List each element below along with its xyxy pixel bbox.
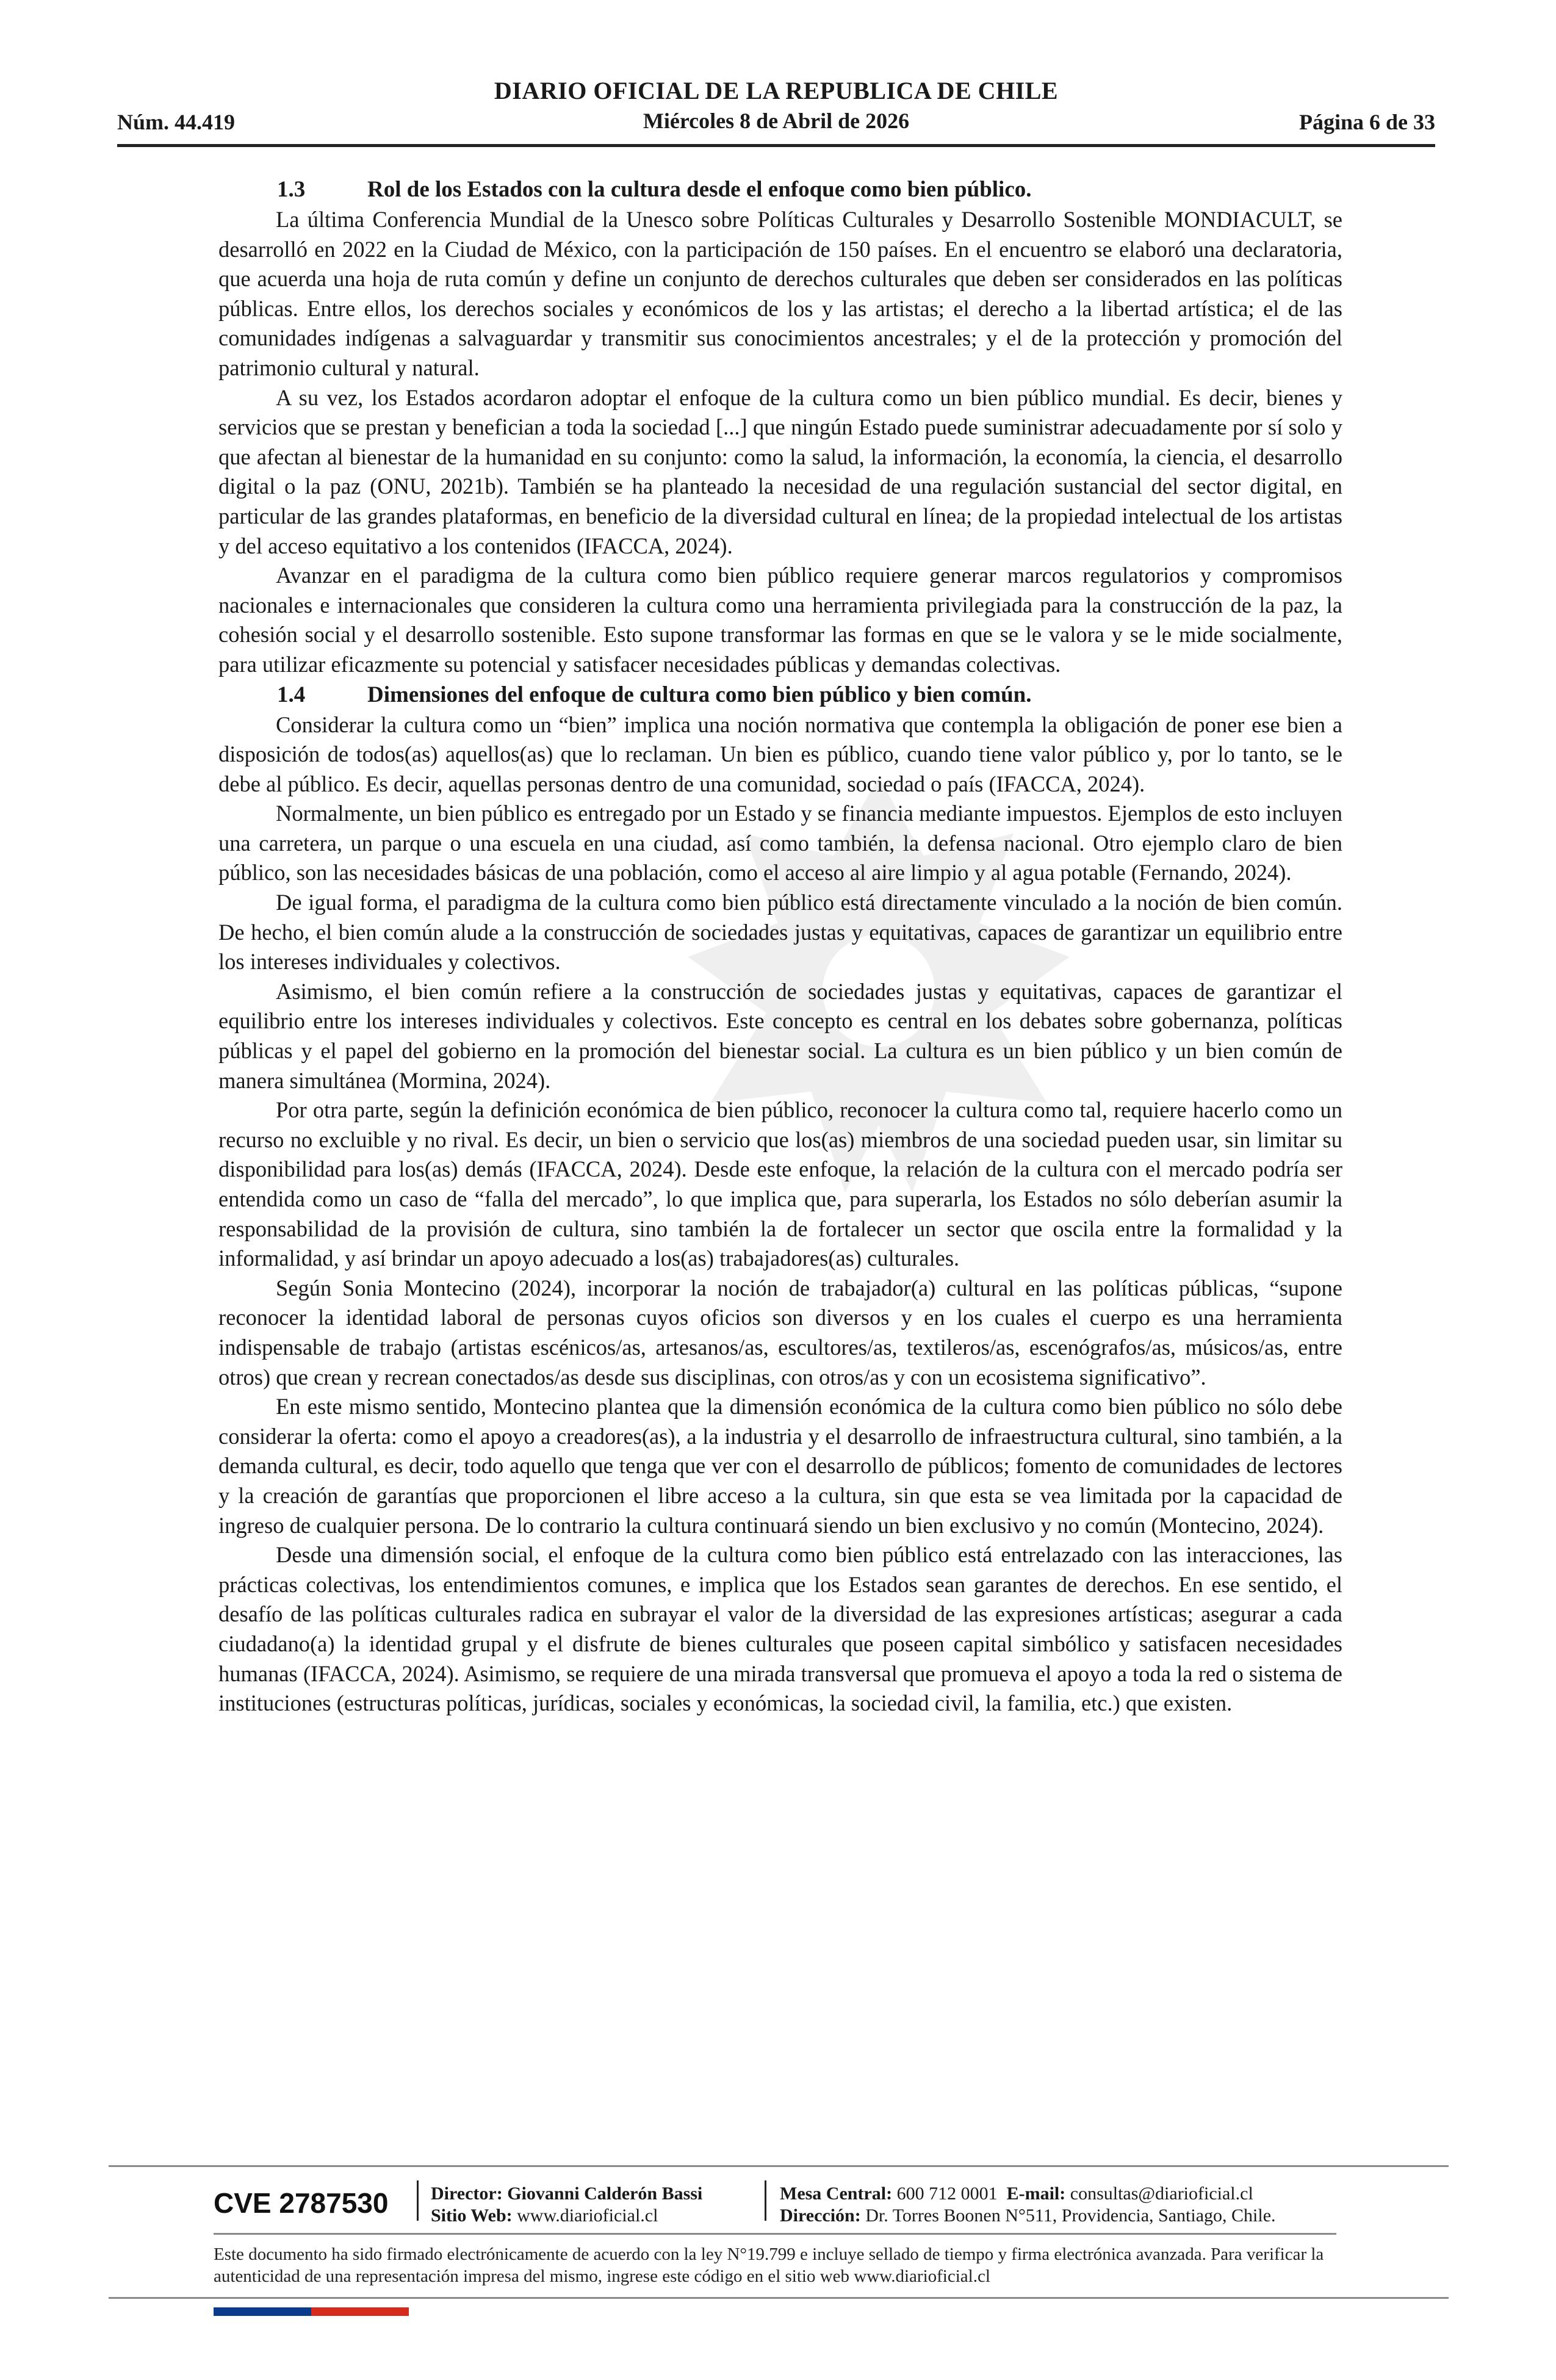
footer-info-row xyxy=(109,2167,1449,2233)
footer-separator xyxy=(417,2180,419,2221)
issue-number: Núm. 44.419 xyxy=(117,110,236,134)
email-link[interactable]: consultas@diarioficial.cl xyxy=(1070,2183,1253,2204)
paragraph: La última Conferencia Mundial de la Unesco sobre Políticas Culturales y Desarrollo Sostenible MONDIACULT, se desarrolló en 2022 en la Ciudad de México, con la participación de 150 países. En el encuentro se elaboró una declaratoria, que acuerda una hoja de ruta común y define un conjunto de derechos culturales que deben ser considerados en las políticas públicas. Entre ellos, los derechos sociales y económicos de los y las artistas; el derecho a la libertad artística; el de las comunidades indígenas a salvaguardar y transmitir sus conocimientos ancestrales; y el de la protección y promoción del patrimonio cultural y natural. xyxy=(218,207,1342,380)
website-line xyxy=(431,2205,702,2227)
issue-date: Miércoles 8 de Abril de 2026 xyxy=(643,109,910,133)
paragraph: Asimismo, el bien común refiere a la construcción de sociedades justas y equitativas, capaces de garantizar el equilibrio entre los intereses individuales y colectivos. Este concepto es central en los debates sobre gobernanza, políticas públicas y el papel del gobierno en la promoción del bienestar social. La cultura es un bien público y un bien común de manera simultánea (Mormina, 2024). xyxy=(218,978,1342,1093)
paragraph: Considerar la cultura como un “bien” implica una noción normativa que contempla la obligación de poner ese bien a disposición de todos(as) aquellos(as) que lo reclaman. Un bien es público, cuando tiene valor público y, por lo tanto, se le debe al público. Es decir, aquellas personas dentro de una comunidad, sociedad o país (IFACCA, 2024). xyxy=(218,712,1342,796)
website-label: Sitio Web: xyxy=(431,2205,513,2226)
director-name: Giovanni Calderón Bassi xyxy=(507,2183,703,2204)
paragraph: En este mismo sentido, Montecino plantea que la dimensión económica de la cultura como bien público no sólo debe considerar la oferta: como el apoyo a creadores(as), a la industria y el desarrollo de infraestructura cultural, sino también, a la demanda cultural, es decir, todo aquello que tenga que ver con el desarrollo de públicos; fomento de comunidades de lectores y la creación de garantías que proporcionen el libre acceso a la cultura, sin que esta se vea limitada por la capacidad de ingreso de cualquier persona. De lo contrario la cultura continuará siendo un bien exclusivo y no común (Montecino, 2024). xyxy=(218,1394,1342,1538)
section-heading-1-3 xyxy=(218,175,1342,205)
paragraph: A su vez, los Estados acordaron adoptar el enfoque de la cultura como un bien público mundial. Es decir, bienes y servicios que se prestan y benefician a toda la sociedad [...] que ningún Estado puede suministrar adecuadamente por sí solo y que afectan al bienestar de la humanidad en su conjunto: como la salud, la información, la economía, la ciencia, el desarrollo digital o la paz (ONU, 2021b). También se ha planteado la necesidad de una regulación sustancial del sector digital, en particular de las grandes plataformas, en beneficio de la diversidad cultural en línea; de la propiedad intelectual de los artistas y del acceso equitativo a los contenidos (IFACCA, 2024). xyxy=(218,384,1342,558)
footer-separator xyxy=(765,2180,766,2221)
mesa-value: 600 712 0001 xyxy=(896,2183,998,2204)
phone-email-line xyxy=(780,2183,1276,2205)
paragraph: De igual forma, el paradigma de la cultura como bien público está directamente vinculado a la noción de bien común. De hecho, el bien común alude a la construcción de sociedades justas y equitativas, capaces de garantizar un equilibrio entre los intereses individuales y colectivos. xyxy=(218,890,1342,975)
section-title: Dimensiones del enfoque de cultura como bien público y bien común. xyxy=(367,682,1032,707)
mesa-label: Mesa Central: xyxy=(780,2183,893,2204)
director-line xyxy=(431,2183,702,2205)
header-center xyxy=(117,76,1435,135)
cve-code: CVE 2787530 xyxy=(214,2187,389,2219)
section-number: 1.3 xyxy=(277,177,306,202)
paragraph: Desde una dimensión social, el enfoque de la cultura como bien público está entrelazado con las interacciones, las prácticas colectivas, los entendimientos comunes, e implica que los Estados sean garantes de derechos. En ese sentido, el desafío de las políticas culturales radica en subrayar el valor de la diversidad de las expresiones artísticas; asegurar a cada ciudadano(a) la identidad grupal y el disfrute de bienes culturales que poseen capital simbólico y satisfacen necesidades humanas (IFACCA, 2024). Asimismo, se requiere de una mirada transversal que promueva el apoyo a toda la red o sistema de instituciones (estructuras políticas, jurídicas, sociales y económicas, la sociedad civil, la familia, etc.) que existen. xyxy=(218,1542,1342,1716)
address-value: Dr. Torres Boonen N°511, Providencia, Santiago, Chile. xyxy=(865,2205,1276,2226)
paragraph: Avanzar en el paradigma de la cultura como bien público requiere generar marcos regulatorios y compromisos nacionales e internacionales que consideren la cultura como una herramienta privilegiada para la construcción de la paz, la cohesión social y el desarrollo sostenible. Esto supone transformar las formas en que se le valora y se le mide socialmente, para utilizar eficazmente su potencial y satisfacer necesidades públicas y demandas colectivas. xyxy=(218,563,1342,677)
paragraph: Por otra parte, según la definición económica de bien público, reconocer la cultura como tal, requiere hacerlo como un recurso no excluible y no rival. Es decir, un bien o servicio que los(as) miembros de una sociedad pueden usar, sin limitar su disponibilidad para los(as) demás (IFACCA, 2024). Desde este enfoque, la relación de la cultura con el mercado podría ser entendida como un caso de “falla del mercado”, lo que implica que, para superarla, los Estados no sólo deberían asumir la responsabilidad de la provisión de cultura, sino también la de fortalecer un sector que oscila entre la formalidad y la informalidad, y así brindar un apoyo adecuado a los(as) trabajadores(as) culturales. xyxy=(218,1097,1342,1271)
footer-divider xyxy=(109,2297,1449,2299)
flag-red-segment xyxy=(311,2307,409,2316)
page-header xyxy=(117,76,1435,147)
paragraph: Normalmente, un bien público es entregado por un Estado y se financia mediante impuestos. Ejemplos de esto incluyen una carretera, un parque o una escuela en una ciudad, así como también, la defensa nacional. Otro ejemplo claro de bien público, son las necesidades básicas de una población, como el acceso al aire limpio y al agua potable (Fernando, 2024). xyxy=(218,801,1342,885)
paragraph: Según Sonia Montecino (2024), incorporar la noción de trabajador(a) cultural en las políticas públicas, “supone reconocer la identidad laboral de personas cuyos oficios son diversos y en los cuales el cuerpo es una herramienta indispensable de trabajo (artistas escénicos/as, artesanos/as, escultores/as, textileros/as, escenógrafos/as, músicos/as, entre otros) que crean y recrean conectados/as desde sus disciplinas, con otros/as y con un ecosistema significativo”. xyxy=(218,1275,1342,1390)
article-body xyxy=(218,175,1342,1718)
footer-contact-block xyxy=(780,2183,1276,2227)
section-title: Rol de los Estados con la cultura desde el enfoque como bien público. xyxy=(367,177,1032,202)
chile-flag-stripe xyxy=(214,2307,409,2316)
email-label: E-mail: xyxy=(1006,2183,1066,2204)
address-label: Dirección: xyxy=(780,2205,861,2226)
page-footer xyxy=(109,2165,1449,2316)
page-number: Página 6 de 33 xyxy=(1298,110,1435,134)
website-link[interactable]: www.diarioficial.cl xyxy=(517,2205,658,2226)
section-heading-1-4 xyxy=(218,680,1342,710)
director-label: Director: xyxy=(431,2183,503,2204)
signature-notice: Este documento ha sido firmado electrónicamente de acuerdo con la ley N°19.799 e incluye sellado de tiempo y firma electrónica avanzada. Para verificar la autenticidad de una representación impresa del mismo, ingrese este código en el sitio web www.diarioficial.cl xyxy=(214,2245,1324,2286)
section-number: 1.4 xyxy=(277,682,306,707)
flag-blue-segment xyxy=(214,2307,311,2316)
address-line xyxy=(780,2205,1276,2227)
gazette-title: DIARIO OFICIAL DE LA REPUBLICA DE CHILE xyxy=(494,77,1059,104)
footer-director-block xyxy=(431,2183,702,2227)
